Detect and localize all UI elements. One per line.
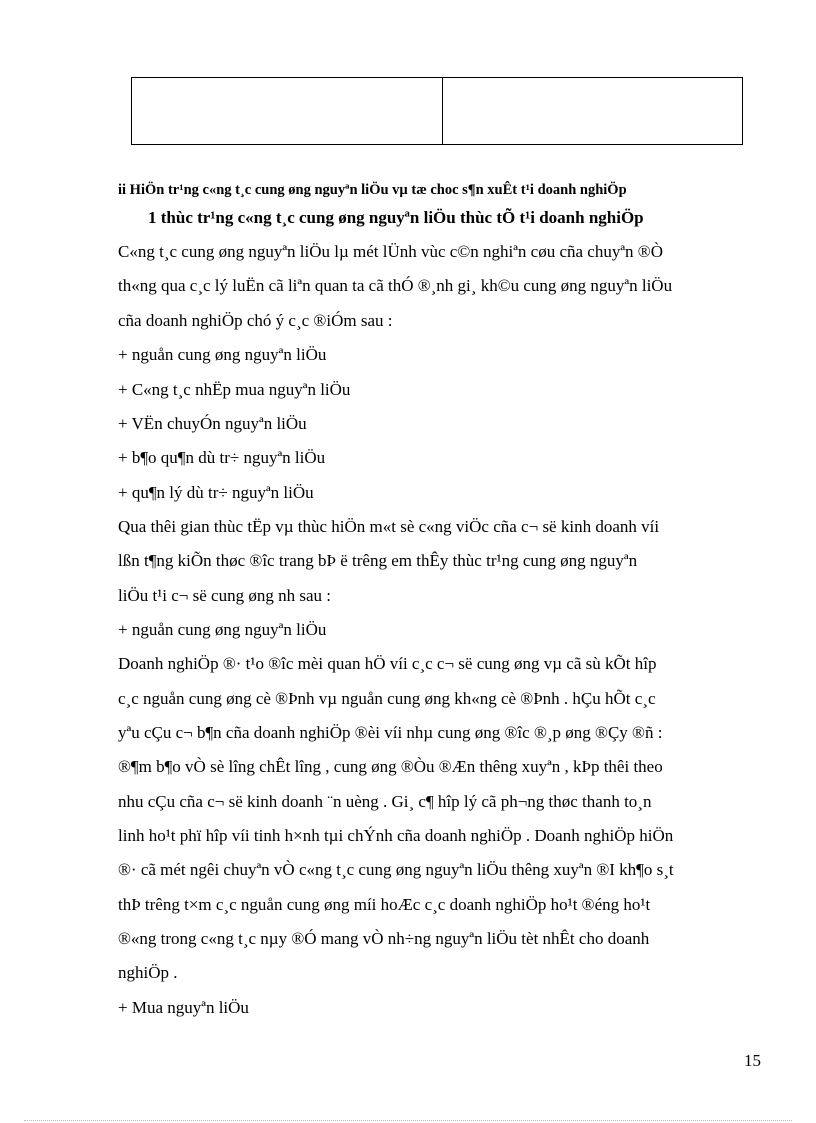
text-line: C«ng t¸c cung øng nguyªn liÖu lµ mét lÜnh vùc c©n nghiªn cøu cña chuyªn ®Ò <box>118 242 663 261</box>
text-line: + b¶o qu¶n dù tr÷ nguyªn liÖu <box>118 448 326 467</box>
text-line: + nguån cung øng nguyªn liÖu <box>118 345 327 364</box>
text-line: + VËn chuyÓn nguyªn liÖu <box>118 414 307 433</box>
text-line: th«ng qua c¸c lý luËn cã liªn quan ta cã thÓ ®¸nh gi¸ kh©u cung øng nguyªn liÖu <box>118 276 673 295</box>
text-line: Doanh nghiÖp ®· t¹o ®îc mèi quan hÖ víi c¸c c¬ së cung øng vµ cã sù kÕt hîp <box>118 654 657 673</box>
text-line: + nguån cung øng nguyªn liÖu <box>118 620 327 639</box>
text-line: ®«ng trong c«ng t¸c nµy ®Ó mang vÒ nh÷ng nguyªn liÖu tèt nhÊt cho doanh <box>118 929 650 948</box>
text-line: + C«ng t¸c nhËp mua nguyªn liÖu <box>118 380 351 399</box>
section-heading: ii HiÖn tr¹ng c«ng t¸c cung øng nguyªn liÖu vµ tæ choc s¶n xuÊt t¹i doanh nghiÖp <box>118 182 627 198</box>
text-line: liÖu t¹i c¬ së cung øng nh sau : <box>118 586 331 605</box>
text-line: + Mua nguyªn liÖu <box>118 998 249 1017</box>
text-line: nghiÖp . <box>118 963 178 982</box>
text-line: Qua thêi gian thùc tËp vµ thùc hiÖn m«t sè c«ng viÖc cña c¬ së kinh doanh víi <box>118 517 660 536</box>
text-line: + qu¶n lý dù tr÷ nguyªn liÖu <box>118 483 314 502</box>
page-bottom-rule <box>24 1120 792 1121</box>
subsection-heading: 1 thùc tr¹ng c«ng t¸c cung øng nguyªn liÖu thùc tÕ t¹i doanh nghiÖp <box>148 208 644 227</box>
text-line: nhu cÇu cña c¬ së kinh doanh ¨n uèng . Gi¸ c¶ hîp lý cã ph¬ng thøc thanh to¸n <box>118 792 652 811</box>
table-column-divider <box>442 78 443 144</box>
text-line: cña doanh nghiÖp chó ý c¸c ®iÓm sau : <box>118 311 393 330</box>
text-line: thÞ trêng t×m c¸c nguån cung øng míi hoÆc c¸c doanh nghiÖp ho¹t ®éng ho¹t <box>118 895 651 914</box>
text-line: ®¶m b¶o vÒ sè lîng chÊt lîng , cung øng ®Òu ®Æn thêng xuyªn , kÞp thêi theo <box>118 757 663 776</box>
text-line: linh ho¹t phï hîp víi tinh h×nh tµi chÝnh cña doanh nghiÖp . Doanh nghiÖp hiÖn <box>118 826 674 845</box>
text-line: c¸c nguån cung øng cè ®Þnh vµ nguån cung øng kh«ng cè ®Þnh . hÇu hÕt c¸c <box>118 689 656 708</box>
page-number: 15 <box>744 1051 761 1070</box>
text-line: lßn t¶ng kiÕn thøc ®îc trang bÞ ë trêng em thÊy thùc tr¹ng cung øng nguyªn <box>118 551 638 570</box>
text-line: ®· cã mét ngêi chuyªn vÒ c«ng t¸c cung øng nguyªn liÖu thêng xuyªn ®I kh¶o s¸t <box>118 860 674 879</box>
text-line: yªu cÇu c¬ b¶n cña doanh nghiÖp ®èi víi nhµ cung øng ®îc ®¸p øng ®Çy ®ñ : <box>118 723 663 742</box>
table-fragment <box>131 77 743 145</box>
